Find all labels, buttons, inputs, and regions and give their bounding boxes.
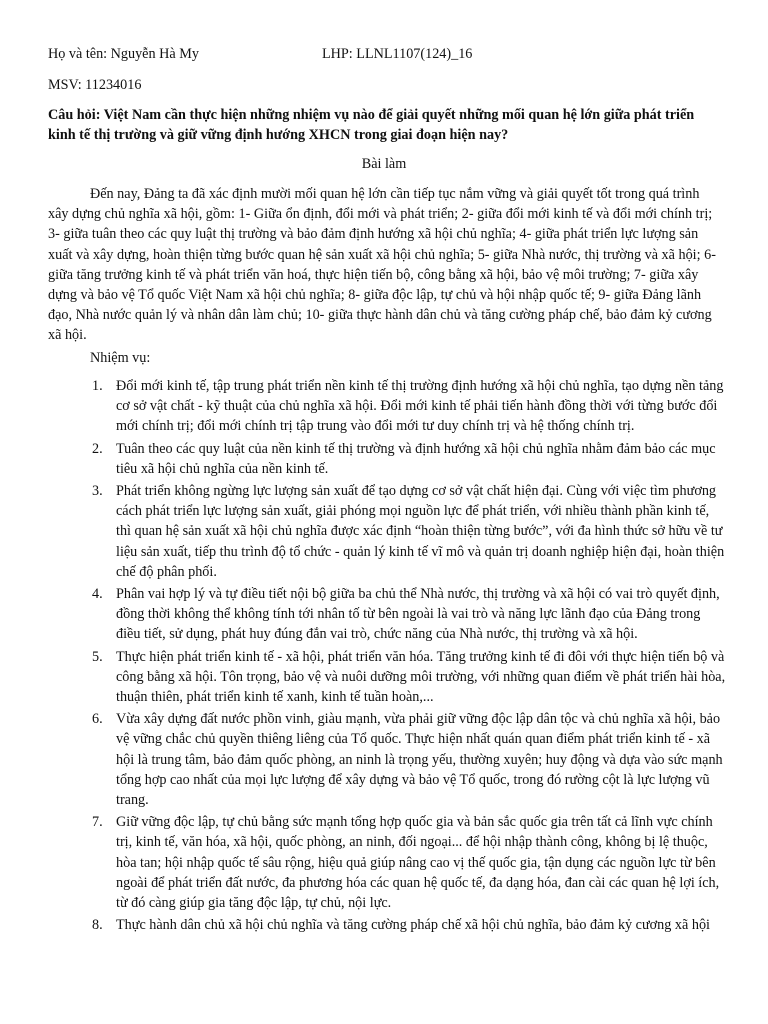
task-number: 7. <box>92 814 103 831</box>
student-id: MSV: 11234016 <box>48 77 142 93</box>
task-number: 1. <box>92 378 103 394</box>
task-item <box>92 481 726 582</box>
task-item <box>92 376 726 437</box>
class-code: LHP: LLNL1107(124)_16 <box>322 46 473 62</box>
task-text: Thực hiện phát triển kinh tế - xã hội, phát triển văn hóa. Tăng trưởng kinh tế đi đôi với thực hiện tiến bộ và công bằng xã hội. Tôn trọng, bảo vệ và nuôi dưỡng môi trường, với những quan điểm về phát triển hài hòa, thuận thiên, phát triển kinh tế xanh, kinh tế tuần hoàn,... <box>116 648 726 706</box>
task-list <box>92 376 726 937</box>
task-item <box>92 439 726 479</box>
intro-paragraph: Đến nay, Đảng ta đã xác định mười mối quan hệ lớn cần tiếp tục nắm vững và giải quyết tốt trong quá trình xây dựng chủ nghĩa xã hội, gồm: 1- Giữa ổn định, đổi mới và phát triển; 2- giữa đổi mới kinh tế và đổi mới chính trị; 3- giữa tuân theo các quy luật thị trường và bảo đảm định hướng xã hội chủ nghĩa; 4- giữa phát triển lực lượng sản xuất và xây dựng, hoàn thiện từng bước quan hệ sản xuất xã hội chủ nghĩa; 5- giữa Nhà nước, thị trường và xã hội; 6- giữa tăng trưởng kinh tế và phát triển văn hoá, thực hiện tiến bộ, công bằng xã hội, bảo vệ môi trường; 7- giữa xây dựng và bảo vệ Tổ quốc Việt Nam xã hội chủ nghĩa; 8- giữa độc lập, tự chủ và hội nhập quốc tế; 9- giữa Đảng lãnh đạo, Nhà nước quản lý và nhân dân làm chủ; 10- giữa thực hành dân chủ và tăng cường pháp chế, bảo đảm kỷ cương xã hội. <box>48 186 716 344</box>
answer-heading: Bài làm <box>361 156 407 172</box>
task-item <box>92 647 726 708</box>
task-item <box>92 915 726 935</box>
task-item <box>92 584 726 645</box>
task-number: 2. <box>92 440 103 457</box>
task-number: 3. <box>92 483 103 500</box>
task-text: Thực hành dân chủ xã hội chủ nghĩa và tăng cường pháp chế xã hội chủ nghĩa, bảo đảm kỷ cương xã hội <box>116 917 710 934</box>
task-number: 6. <box>92 711 103 728</box>
task-text: Vừa xây dựng đất nước phồn vinh, giàu mạnh, vừa phải giữ vững độc lập dân tộc và chủ nghĩa xã hội, bảo vệ vững chắc chủ quyền thiêng liêng của Tổ quốc. Thực hiện nhất quán quan điểm phát triển kinh tế - xã hội là trung tâm, bảo đảm quốc phòng, an ninh là trọng yếu, thường xuyên; huy động và dựa vào sức mạnh tổng hợp cao nhất của mọi lực lượng để xây dựng và bảo vệ Tổ quốc, trong đó rường cột là lực lượng vũ trang. <box>116 711 723 809</box>
task-item <box>92 709 726 810</box>
task-number: 5. <box>92 648 103 665</box>
task-item <box>92 812 726 913</box>
question-text: Câu hỏi: Việt Nam cần thực hiện những nhiệm vụ nào để giải quyết những mối quan hệ lớn giữa phát triển kinh tế thị trường và giữ vững định hướng XHCN trong giai đoạn hiện nay? <box>48 107 695 144</box>
student-name: Họ và tên: Nguyễn Hà My <box>48 46 199 62</box>
task-text: Đổi mới kinh tế, tập trung phát triển nền kinh tế thị trường định hướng xã hội chủ nghĩa, tạo dựng nền tảng cơ sở vật chất - kỹ thuật của chủ nghĩa xã hội. Đổi mới kinh tế phải tiến hành đồng thời với từng bước đổi mới chính trị; đổi mới chính trị tập trung vào đổi mới tư duy chính trị và hệ thống chính trị. <box>116 378 724 435</box>
task-text: Phân vai hợp lý và tự điều tiết nội bộ giữa ba chủ thể Nhà nước, thị trường và xã hội có vai trò quyết định, đồng thời không thể không tính tới nhân tố từ bên ngoài là vai trò và năng lực lãnh đạo của Đảng trong điều tiết, sử dụng, phát huy đúng đắn vai trò, chức năng của Nhà nước, thị trường và xã hội. <box>116 586 720 643</box>
task-text: Phát triển không ngừng lực lượng sản xuất để tạo dựng cơ sở vật chất hiện đại. Cùng với việc tìm phương cách phát triển lực lượng sản xuất, giải phóng mọi nguồn lực để phát triển, với nhiều thành phần kinh tế, thì quan hệ sản xuất xã hội chủ nghĩa được xác định “hoàn thiện từng bước”, với đa hình thức sở hữu về tư liệu sản xuất, tiếp thu trình độ tổ chức - quản lý kinh tế vĩ mô và quản trị doanh nghiệp hiện đại, hoàn thiện chế độ phân phối. <box>116 483 725 580</box>
task-number: 8. <box>92 917 103 934</box>
task-text: Tuân theo các quy luật của nền kinh tế thị trường và định hướng xã hội chủ nghĩa nhằm đảm bảo các mục tiêu xã hội chủ nghĩa của nền kinh tế. <box>116 440 716 477</box>
task-number: 4. <box>92 586 103 603</box>
tasks-label: Nhiệm vụ: <box>90 350 151 366</box>
task-text: Giữ vững độc lập, tự chủ bằng sức mạnh tổng hợp quốc gia và bản sắc quốc gia trên tất cả lĩnh vực chính trị, kinh tế, văn hóa, xã hội, quốc phòng, an ninh, đối ngoại... để hội nhập thành công, không bị lệ thuộc, hòa tan; hội nhập quốc tế sâu rộng, hiệu quả giúp nâng cao vị thế quốc gia, tận dụng các nguồn lực từ bên ngoài để phát triển đất nước, đa phương hóa các quan hệ quốc tế, đa dạng hóa, đan cài các quan hệ lợi ích, từ đó càng giúp gia tăng độc lập, tự chủ, nội lực. <box>116 814 720 912</box>
